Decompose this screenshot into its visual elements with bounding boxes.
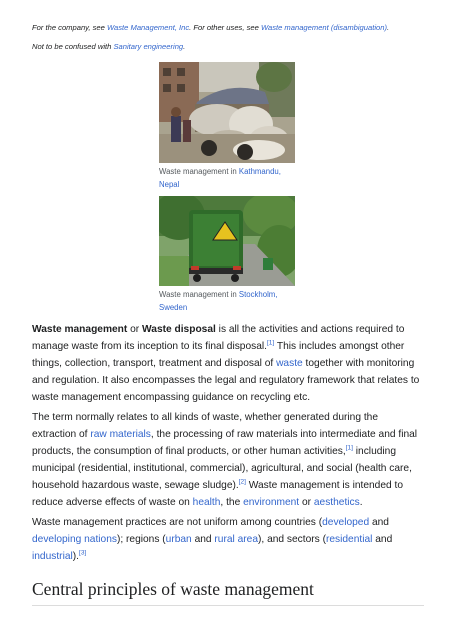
- caption-text: Waste management in: [159, 167, 239, 176]
- figure-caption: [159, 166, 295, 191]
- link-raw-materials[interactable]: raw materials: [90, 429, 151, 440]
- body-text: The term normally relates to all kinds of waste, whether generated during the extraction of: [32, 412, 378, 440]
- paragraph-intro: [32, 321, 424, 406]
- body-text: , the processing of raw materials into intermediate and final products, the consumption of final products, or other human activities,: [32, 429, 418, 457]
- link-developing-nations[interactable]: developing nations: [32, 534, 117, 545]
- link-waste[interactable]: waste: [276, 358, 303, 369]
- body-text: Waste management practices are not uniform among countries (: [32, 517, 323, 528]
- term-waste-management: Waste management: [32, 324, 128, 335]
- link-environment[interactable]: environment: [243, 497, 300, 508]
- body-text: including municipal (residential, institutional, commercial), agricultural, and social (health care, household hazardous waste, sewage sludge).: [32, 446, 412, 491]
- hatnote-confusion: [32, 42, 185, 51]
- green-truck-photo[interactable]: [159, 196, 295, 286]
- body-text: or: [127, 324, 143, 335]
- link-disambiguation[interactable]: Waste management (disambiguation): [260, 23, 388, 32]
- hatnote-text: Not to be confused with: [32, 42, 114, 51]
- body-text: and: [191, 534, 215, 545]
- link-stockholm[interactable]: Stockholm, Sweden: [159, 290, 278, 312]
- body-text: ).: [72, 551, 80, 562]
- body-text: and: [372, 534, 393, 545]
- paragraph-practices: [32, 514, 424, 565]
- hatnote-text: .: [387, 23, 390, 32]
- body-text: ); regions (: [116, 534, 166, 545]
- link-rural-area[interactable]: rural area: [214, 534, 259, 545]
- reference-1[interactable]: [1]: [267, 339, 275, 347]
- link-industrial[interactable]: industrial: [32, 551, 73, 562]
- term-waste-disposal: Waste disposal: [142, 324, 216, 335]
- caption-text: Waste management in: [159, 290, 239, 299]
- body-text: Waste management is intended to reduce adverse effects of waste on: [32, 480, 404, 508]
- reference-1[interactable]: [1]: [345, 444, 353, 452]
- body-text: , the: [220, 497, 244, 508]
- link-residential[interactable]: residential: [325, 534, 373, 545]
- link-kathmandu[interactable]: Kathmandu, Nepal: [159, 167, 281, 189]
- hatnote-company: [32, 23, 389, 32]
- link-aesthetics[interactable]: aesthetics: [313, 497, 360, 508]
- section-heading: Central principles of waste management: [32, 579, 424, 606]
- link-health[interactable]: health: [192, 497, 221, 508]
- body-text: is all the activities and actions required to manage waste from its inception to its final disposal.: [32, 324, 405, 352]
- figure-caption: [159, 289, 295, 314]
- reference-3[interactable]: [3]: [79, 549, 87, 557]
- hatnote-text: For the company, see: [32, 23, 107, 32]
- body-text: .: [359, 497, 363, 508]
- paragraph-scope: [32, 409, 424, 511]
- hatnote-text: .: [183, 42, 186, 51]
- figure-stockholm: [159, 196, 295, 314]
- hatnote-text: . For other uses, see: [189, 23, 261, 32]
- link-sanitary-engineering[interactable]: Sanitary engineering: [113, 42, 184, 51]
- garbage-truck-photo[interactable]: [159, 62, 295, 163]
- link-waste-management-inc[interactable]: Waste Management, Inc: [107, 23, 190, 32]
- link-urban[interactable]: urban: [165, 534, 192, 545]
- body-text: together with monitoring and regulation. It also encompasses the legal and regulatory framework that relates to waste management encompassing guidance on recycling etc.: [32, 358, 420, 403]
- figure-kathmandu: [159, 62, 295, 191]
- body-text: ), and sectors (: [258, 534, 326, 545]
- link-developed[interactable]: developed: [322, 517, 370, 528]
- body-text: or: [299, 497, 314, 508]
- body-text: and: [369, 517, 389, 528]
- reference-2[interactable]: [2]: [238, 478, 246, 486]
- body-text: This includes amongst other things, collection, transport, treatment and disposal of: [32, 341, 405, 369]
